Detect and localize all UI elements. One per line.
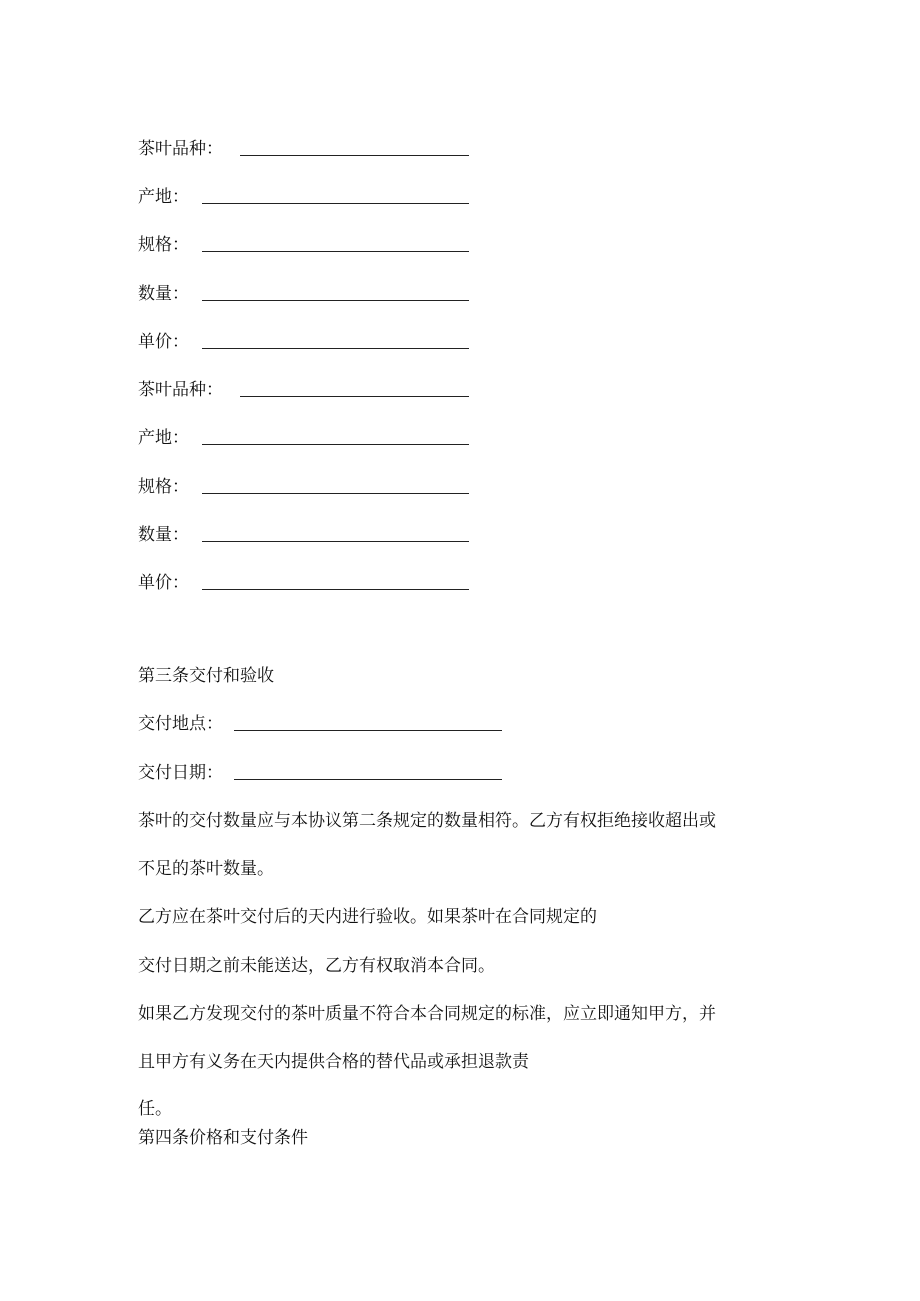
quantity-field (138, 283, 189, 305)
fill-in-blank[interactable] (202, 203, 469, 204)
fill-in-blank[interactable] (240, 155, 469, 156)
paragraph-line: 且甲方有义务在天内提供合格的替代品或承担退款责 (138, 1052, 529, 1072)
paragraph-line: 乙方应在茶叶交付后的天内进行验收。如果茶叶在合同规定的 (138, 907, 597, 927)
field-label: 茶叶品种： (138, 139, 223, 159)
field-label: 数量： (138, 284, 189, 304)
delivery-location-field (138, 713, 223, 735)
field-label: 交付日期： (138, 763, 223, 783)
fill-in-blank[interactable] (240, 396, 469, 397)
tea-variety-field (138, 138, 223, 160)
specification-field (138, 234, 189, 256)
section-three-heading: 第三条交付和验收 (138, 666, 274, 686)
delivery-date-field (138, 762, 223, 784)
section-four-heading: 第四条价格和支付条件 (138, 1128, 308, 1148)
paragraph-line: 任。 (138, 1099, 172, 1119)
quantity-field (138, 524, 189, 546)
field-label: 茶叶品种： (138, 380, 223, 400)
field-label: 规格： (138, 235, 189, 255)
field-label: 产地： (138, 187, 189, 207)
field-label: 数量： (138, 525, 189, 545)
tea-variety-field (138, 379, 223, 401)
fill-in-blank[interactable] (202, 348, 469, 349)
fill-in-blank[interactable] (202, 589, 469, 590)
specification-field (138, 476, 189, 498)
field-label: 规格： (138, 477, 189, 497)
paragraph-line: 不足的茶叶数量。 (138, 859, 274, 879)
origin-field (138, 427, 189, 449)
field-label: 交付地点： (138, 714, 223, 734)
paragraph-line: 茶叶的交付数量应与本协议第二条规定的数量相符。乙方有权拒绝接收超出或 (138, 811, 716, 831)
paragraph-line: 如果乙方发现交付的茶叶质量不符合本合同规定的标准，应立即通知甲方，并 (138, 1004, 716, 1024)
origin-field (138, 186, 189, 208)
fill-in-blank[interactable] (202, 251, 469, 252)
unit-price-field (138, 331, 189, 353)
paragraph-line: 交付日期之前未能送达，乙方有权取消本合同。 (138, 956, 495, 976)
fill-in-blank[interactable] (202, 493, 469, 494)
fill-in-blank[interactable] (202, 444, 469, 445)
field-label: 产地： (138, 428, 189, 448)
field-label: 单价： (138, 332, 189, 352)
fill-in-blank[interactable] (202, 541, 469, 542)
fill-in-blank[interactable] (234, 779, 502, 780)
field-label: 单价： (138, 573, 189, 593)
fill-in-blank[interactable] (202, 300, 469, 301)
unit-price-field (138, 572, 189, 594)
fill-in-blank[interactable] (234, 730, 502, 731)
